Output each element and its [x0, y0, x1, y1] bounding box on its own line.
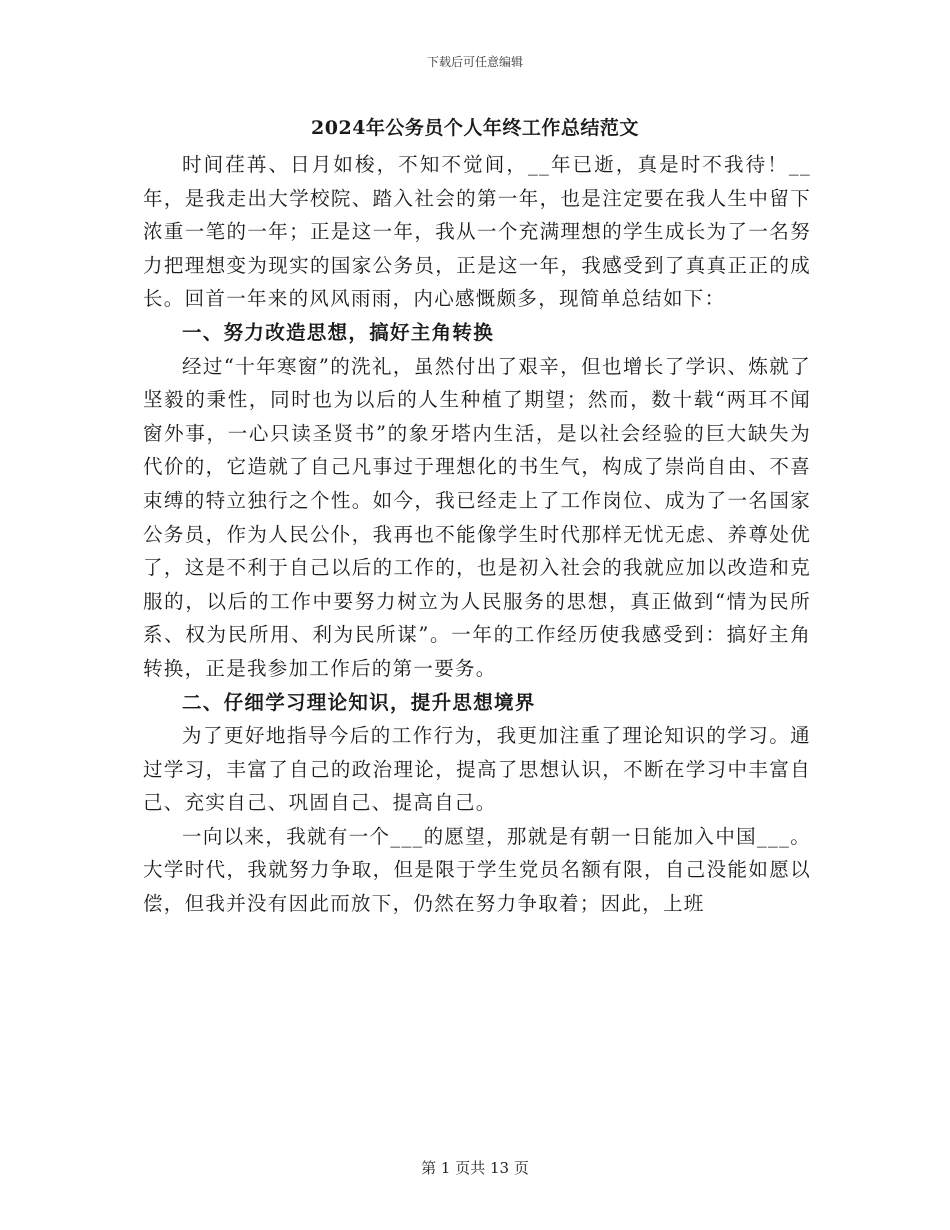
- document-body: [143, 148, 811, 921]
- document-title: 2024年公务员个人年终工作总结范文: [311, 117, 639, 139]
- paragraph-section-1: 经过“十年寒窗”的洗礼，虽然付出了艰辛，但也增长了学识、炼就了坚毅的秉性，同时也为以后的人生种植了期望；然而，数十载“两耳不闻窗外事，一心只读圣贤书”的象牙塔内生活，是以社会经验的巨大缺失为代价的，它造就了自己凡事过于理想化的书生气，构成了崇尚自由、不喜束缚的特立独行之个性。如今，我已经走上了工作岗位、成为了一名国家公务员，作为人民公仆，我再也不能像学生时代那样无忧无虑、养尊处优了，这是不利于自己以后的工作的，也是初入社会的我就应加以改造和克服的，以后的工作中要努力树立为人民服务的思想，真正做到“情为民所系、权为民所用、利为民所谋”。一年的工作经历使我感受到：搞好主角转换，正是我参加工作后的第一要务。: [143, 354, 811, 680]
- paragraph-section-2b: 一向以来，我就有一个___的愿望，那就是有朝一日能加入中国___。大学时代，我就努力争取，但是限于学生党员名额有限，自己没能如愿以偿，但我并没有因此而放下，仍然在努力争取着；因此，上班: [143, 824, 811, 916]
- section-heading-2: 二、仔细学习理论知识，提升思想境界: [182, 690, 536, 714]
- paragraph-intro: 时间荏苒、日月如梭，不知不觉间，__年已逝，真是时不我待！__年，是我走出大学校院、踏入社会的第一年，也是注定要在我人生中留下浓重一笔的一年；正是这一年，我从一个充满理想的学生成长为了一名努力把理想变为现实的国家公务员，正是这一年，我感受到了真真正正的成长。回首一年来的风风雨雨，内心感慨颇多，现简单总结如下：: [143, 153, 811, 311]
- section-heading-1: 一、努力改造思想，搞好主角转换: [182, 320, 495, 344]
- paragraph-section-2a: 为了更好地指导今后的工作行为，我更加注重了理论知识的学习。通过学习，丰富了自己的政治理论，提高了思想认识，不断在学习中丰富自己、充实自己、巩固自己、提高自己。: [143, 724, 811, 815]
- page-footer-number: 第 1 页共 13 页: [421, 1159, 529, 1177]
- page-header-note: 下载后可任意编辑: [426, 55, 523, 69]
